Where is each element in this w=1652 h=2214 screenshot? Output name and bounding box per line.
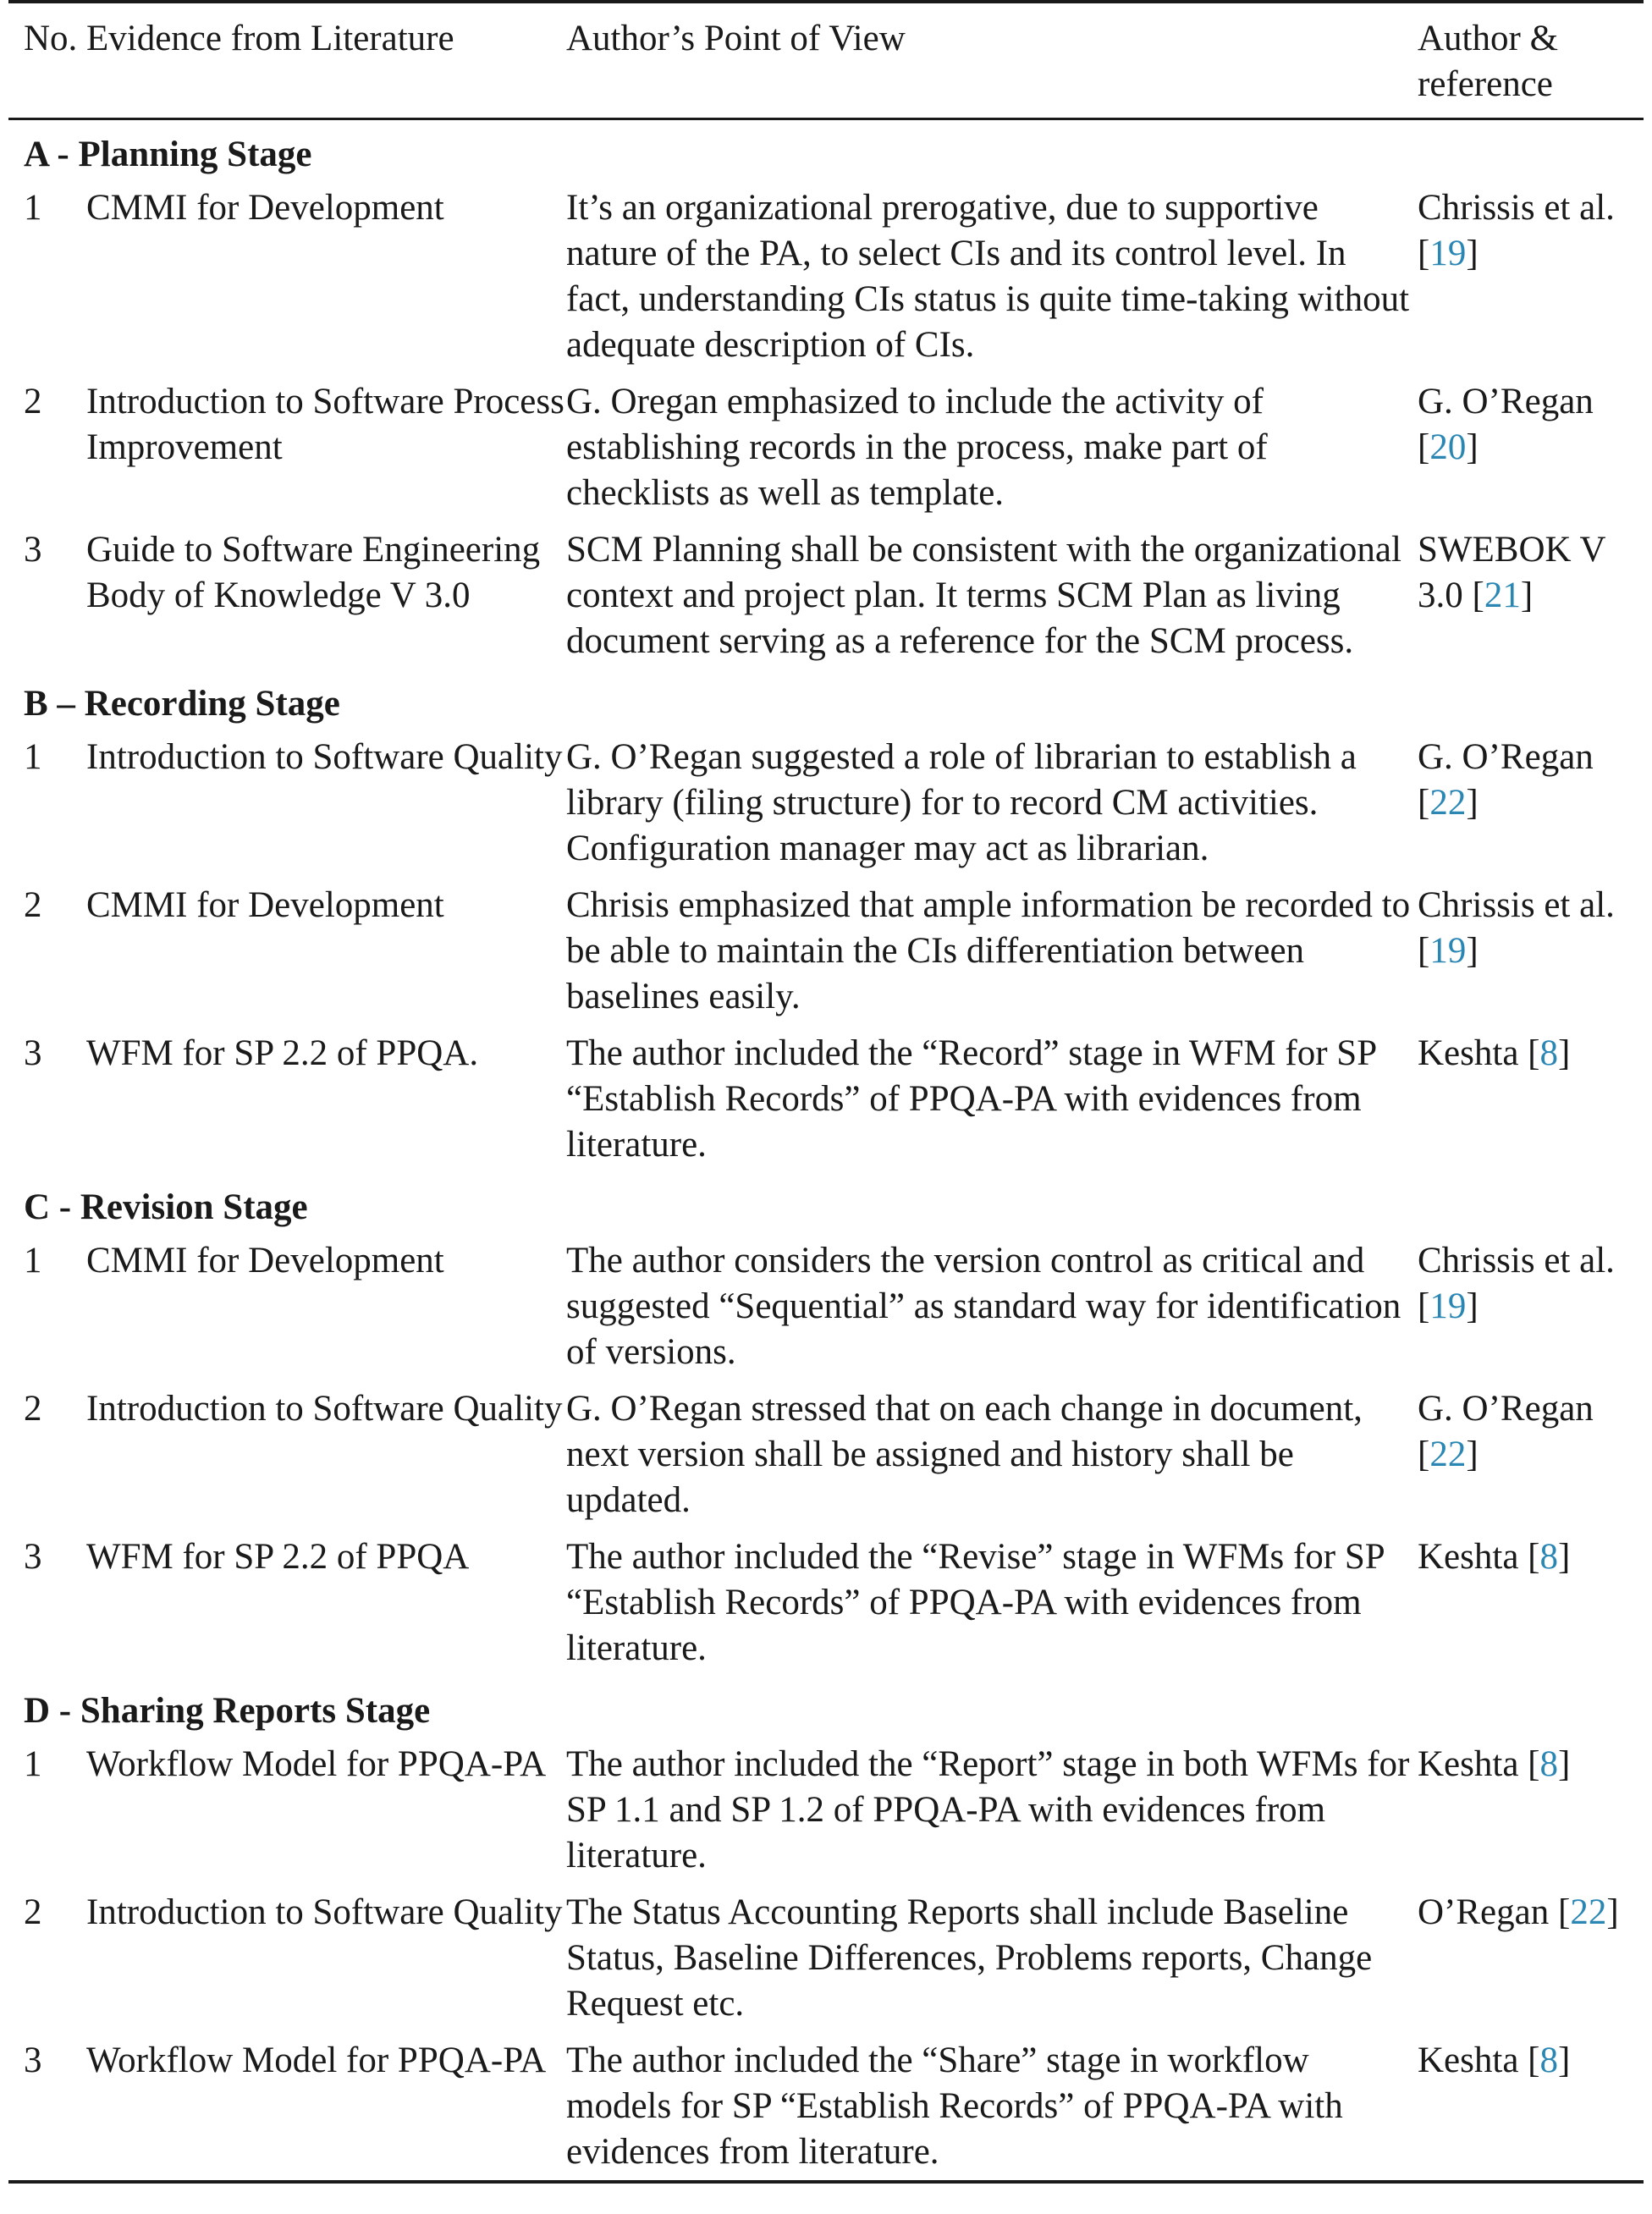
point-of-view-cell: The Status Accounting Reports shall include Baseline Status, Baseline Differences, Problems reports, Change Request etc.	[566, 1892, 1373, 2024]
table-row	[8, 1025, 1644, 1173]
evidence-cell: Guide to Software Engineering Body of Knowledge V 3.0	[86, 530, 541, 615]
reference-link[interactable]: 19	[1429, 234, 1467, 273]
row-number: 1	[24, 737, 42, 777]
reference-link[interactable]: 8	[1539, 2041, 1558, 2080]
evidence-cell: Introduction to Software Quality	[86, 1892, 563, 1932]
section-title: C - Revision Stage	[24, 1187, 308, 1227]
reference-link[interactable]: 22	[1570, 1892, 1607, 1932]
evidence-cell: Workflow Model for PPQA-PA	[86, 1744, 547, 1784]
author-name: G. O’Regan	[1418, 382, 1594, 421]
header-no: No.	[24, 19, 78, 58]
reference-citation[interactable]: [19]	[1418, 1286, 1479, 1326]
evidence-cell: WFM for SP 2.2 of PPQA.	[86, 1033, 479, 1073]
reference-link[interactable]: 22	[1429, 783, 1467, 823]
row-number: 1	[24, 1241, 42, 1280]
point-of-view-cell: The author included the “Revise” stage in WFMs for SP “Establish Records” of PPQA-PA with evidences from literature.	[566, 1537, 1385, 1668]
row-number: 2	[24, 1892, 42, 1932]
reference-citation[interactable]: [19]	[1418, 931, 1479, 971]
row-number: 2	[24, 382, 42, 421]
evidence-table-document	[8, 0, 1644, 2184]
section-title: B – Recording Stage	[24, 684, 340, 724]
point-of-view-cell: G. O’Regan stressed that on each change in document, next version shall be assigned and history shall be updated.	[566, 1389, 1363, 1520]
author-reference-cell	[1418, 2032, 1644, 2182]
reference-link[interactable]: 8	[1539, 1744, 1558, 1784]
author-reference-cell	[1418, 1380, 1644, 1528]
evidence-table	[8, 0, 1644, 2184]
table-row	[8, 1736, 1644, 1884]
table-body	[8, 119, 1644, 2183]
row-number: 3	[24, 2041, 42, 2080]
author-reference-cell	[1418, 179, 1644, 373]
author-name: Chrissis et al.	[1418, 885, 1615, 925]
evidence-cell: Introduction to Software Process Improvement	[86, 382, 564, 467]
author-reference-cell	[1418, 1736, 1644, 1884]
section-heading-row	[8, 1677, 1644, 1736]
reference-citation[interactable]: [8]	[1528, 2041, 1571, 2080]
author-name: O’Regan	[1418, 1892, 1550, 1932]
author-reference-cell	[1418, 521, 1644, 669]
table-row	[8, 179, 1644, 373]
evidence-cell: Introduction to Software Quality	[86, 1389, 563, 1429]
reference-link[interactable]: 20	[1429, 427, 1467, 467]
point-of-view-cell: The author included the “Share” stage in workflow models for SP “Establish Records” of PPQA-PA with evidences from literature.	[566, 2041, 1343, 2172]
table-row	[8, 373, 1644, 521]
row-number: 2	[24, 1389, 42, 1429]
point-of-view-cell: G. Oregan emphasized to include the activity of establishing records in the process, make part of checklists as well as template.	[566, 382, 1268, 513]
reference-link[interactable]: 8	[1539, 1033, 1558, 1073]
row-number: 3	[24, 1033, 42, 1073]
reference-citation[interactable]: [8]	[1528, 1744, 1571, 1784]
table-row	[8, 877, 1644, 1025]
evidence-cell: WFM for SP 2.2 of PPQA	[86, 1537, 470, 1577]
reference-citation[interactable]: [22]	[1418, 783, 1479, 823]
table-row	[8, 1380, 1644, 1528]
point-of-view-cell: The author considers the version control as critical and suggested “Sequential” as standard way for identification of versions.	[566, 1241, 1401, 1372]
reference-link[interactable]: 19	[1429, 1286, 1467, 1326]
author-reference-cell	[1418, 1232, 1644, 1380]
row-number: 1	[24, 1744, 42, 1784]
point-of-view-cell: G. O’Regan suggested a role of librarian to establish a library (filing structure) for to record CM activities. Configuration manager may act as librarian.	[566, 737, 1357, 868]
table-row	[8, 1884, 1644, 2032]
author-reference-cell	[1418, 1025, 1644, 1173]
author-name: SWEBOK V 3.0	[1418, 530, 1605, 615]
evidence-cell: Workflow Model for PPQA-PA	[86, 2041, 547, 2080]
header-point-of-view: Author’s Point of View	[566, 19, 906, 58]
point-of-view-cell: It’s an organizational prerogative, due to supportive nature of the PA, to select CIs and its control level. In fact, understanding CIs status is quite time-taking without adequate description of CIs.	[566, 188, 1410, 365]
section-heading-row	[8, 669, 1644, 729]
row-number: 3	[24, 530, 42, 570]
reference-citation[interactable]: [21]	[1472, 576, 1534, 615]
reference-citation[interactable]: [20]	[1418, 427, 1479, 467]
author-name: Chrissis et al.	[1418, 188, 1615, 228]
header-author-line1: Author &	[1418, 19, 1559, 58]
table-row	[8, 2032, 1644, 2182]
author-name: Chrissis et al.	[1418, 1241, 1615, 1280]
evidence-cell: CMMI for Development	[86, 1241, 444, 1280]
section-heading-row	[8, 1173, 1644, 1232]
section-heading-row	[8, 119, 1644, 180]
author-reference-cell	[1418, 1884, 1644, 2032]
row-number: 1	[24, 188, 42, 228]
reference-link[interactable]: 21	[1484, 576, 1521, 615]
author-reference-cell	[1418, 373, 1644, 521]
author-name: Keshta	[1418, 1537, 1519, 1577]
row-number: 3	[24, 1537, 42, 1577]
reference-citation[interactable]: [8]	[1528, 1537, 1571, 1577]
table-row	[8, 1232, 1644, 1380]
reference-citation[interactable]: [22]	[1418, 1435, 1479, 1474]
reference-link[interactable]: 19	[1429, 931, 1467, 971]
author-name: Keshta	[1418, 1744, 1519, 1784]
section-title: D - Sharing Reports Stage	[24, 1691, 431, 1731]
point-of-view-cell: SCM Planning shall be consistent with the organizational context and project plan. It terms SCM Plan as living document serving as a reference for the SCM process.	[566, 530, 1401, 661]
reference-citation[interactable]: [8]	[1528, 1033, 1571, 1073]
reference-link[interactable]: 8	[1539, 1537, 1558, 1577]
reference-link[interactable]: 22	[1429, 1435, 1467, 1474]
evidence-cell: CMMI for Development	[86, 885, 444, 925]
table-header	[8, 2, 1644, 119]
section-title: A - Planning Stage	[24, 135, 312, 174]
table-row	[8, 521, 1644, 669]
author-reference-cell	[1418, 1528, 1644, 1677]
author-reference-cell	[1418, 877, 1644, 1025]
point-of-view-cell: The author included the “Record” stage in WFM for SP “Establish Records” of PPQA-PA with evidences from literature.	[566, 1033, 1376, 1165]
header-author-reference	[1418, 2, 1644, 119]
header-author-line2: reference	[1418, 64, 1553, 104]
evidence-cell: CMMI for Development	[86, 188, 444, 228]
author-name: Keshta	[1418, 1033, 1519, 1073]
header-row	[8, 2, 1644, 119]
author-reference-cell	[1418, 729, 1644, 877]
point-of-view-cell: Chrisis emphasized that ample information be recorded to be able to maintain the CIs differentiation between baselines easily.	[566, 885, 1411, 1016]
evidence-cell: Introduction to Software Quality	[86, 737, 563, 777]
table-row	[8, 1528, 1644, 1677]
row-number: 2	[24, 885, 42, 925]
table-row	[8, 729, 1644, 877]
reference-citation[interactable]: [19]	[1418, 234, 1479, 273]
author-name: G. O’Regan	[1418, 737, 1594, 777]
author-name: Keshta	[1418, 2041, 1519, 2080]
reference-citation[interactable]: [22]	[1557, 1892, 1619, 1932]
point-of-view-cell: The author included the “Report” stage in both WFMs for SP 1.1 and SP 1.2 of PPQA-PA with evidences from literature.	[566, 1744, 1410, 1875]
header-evidence: Evidence from Literature	[86, 19, 454, 58]
author-name: G. O’Regan	[1418, 1389, 1594, 1429]
